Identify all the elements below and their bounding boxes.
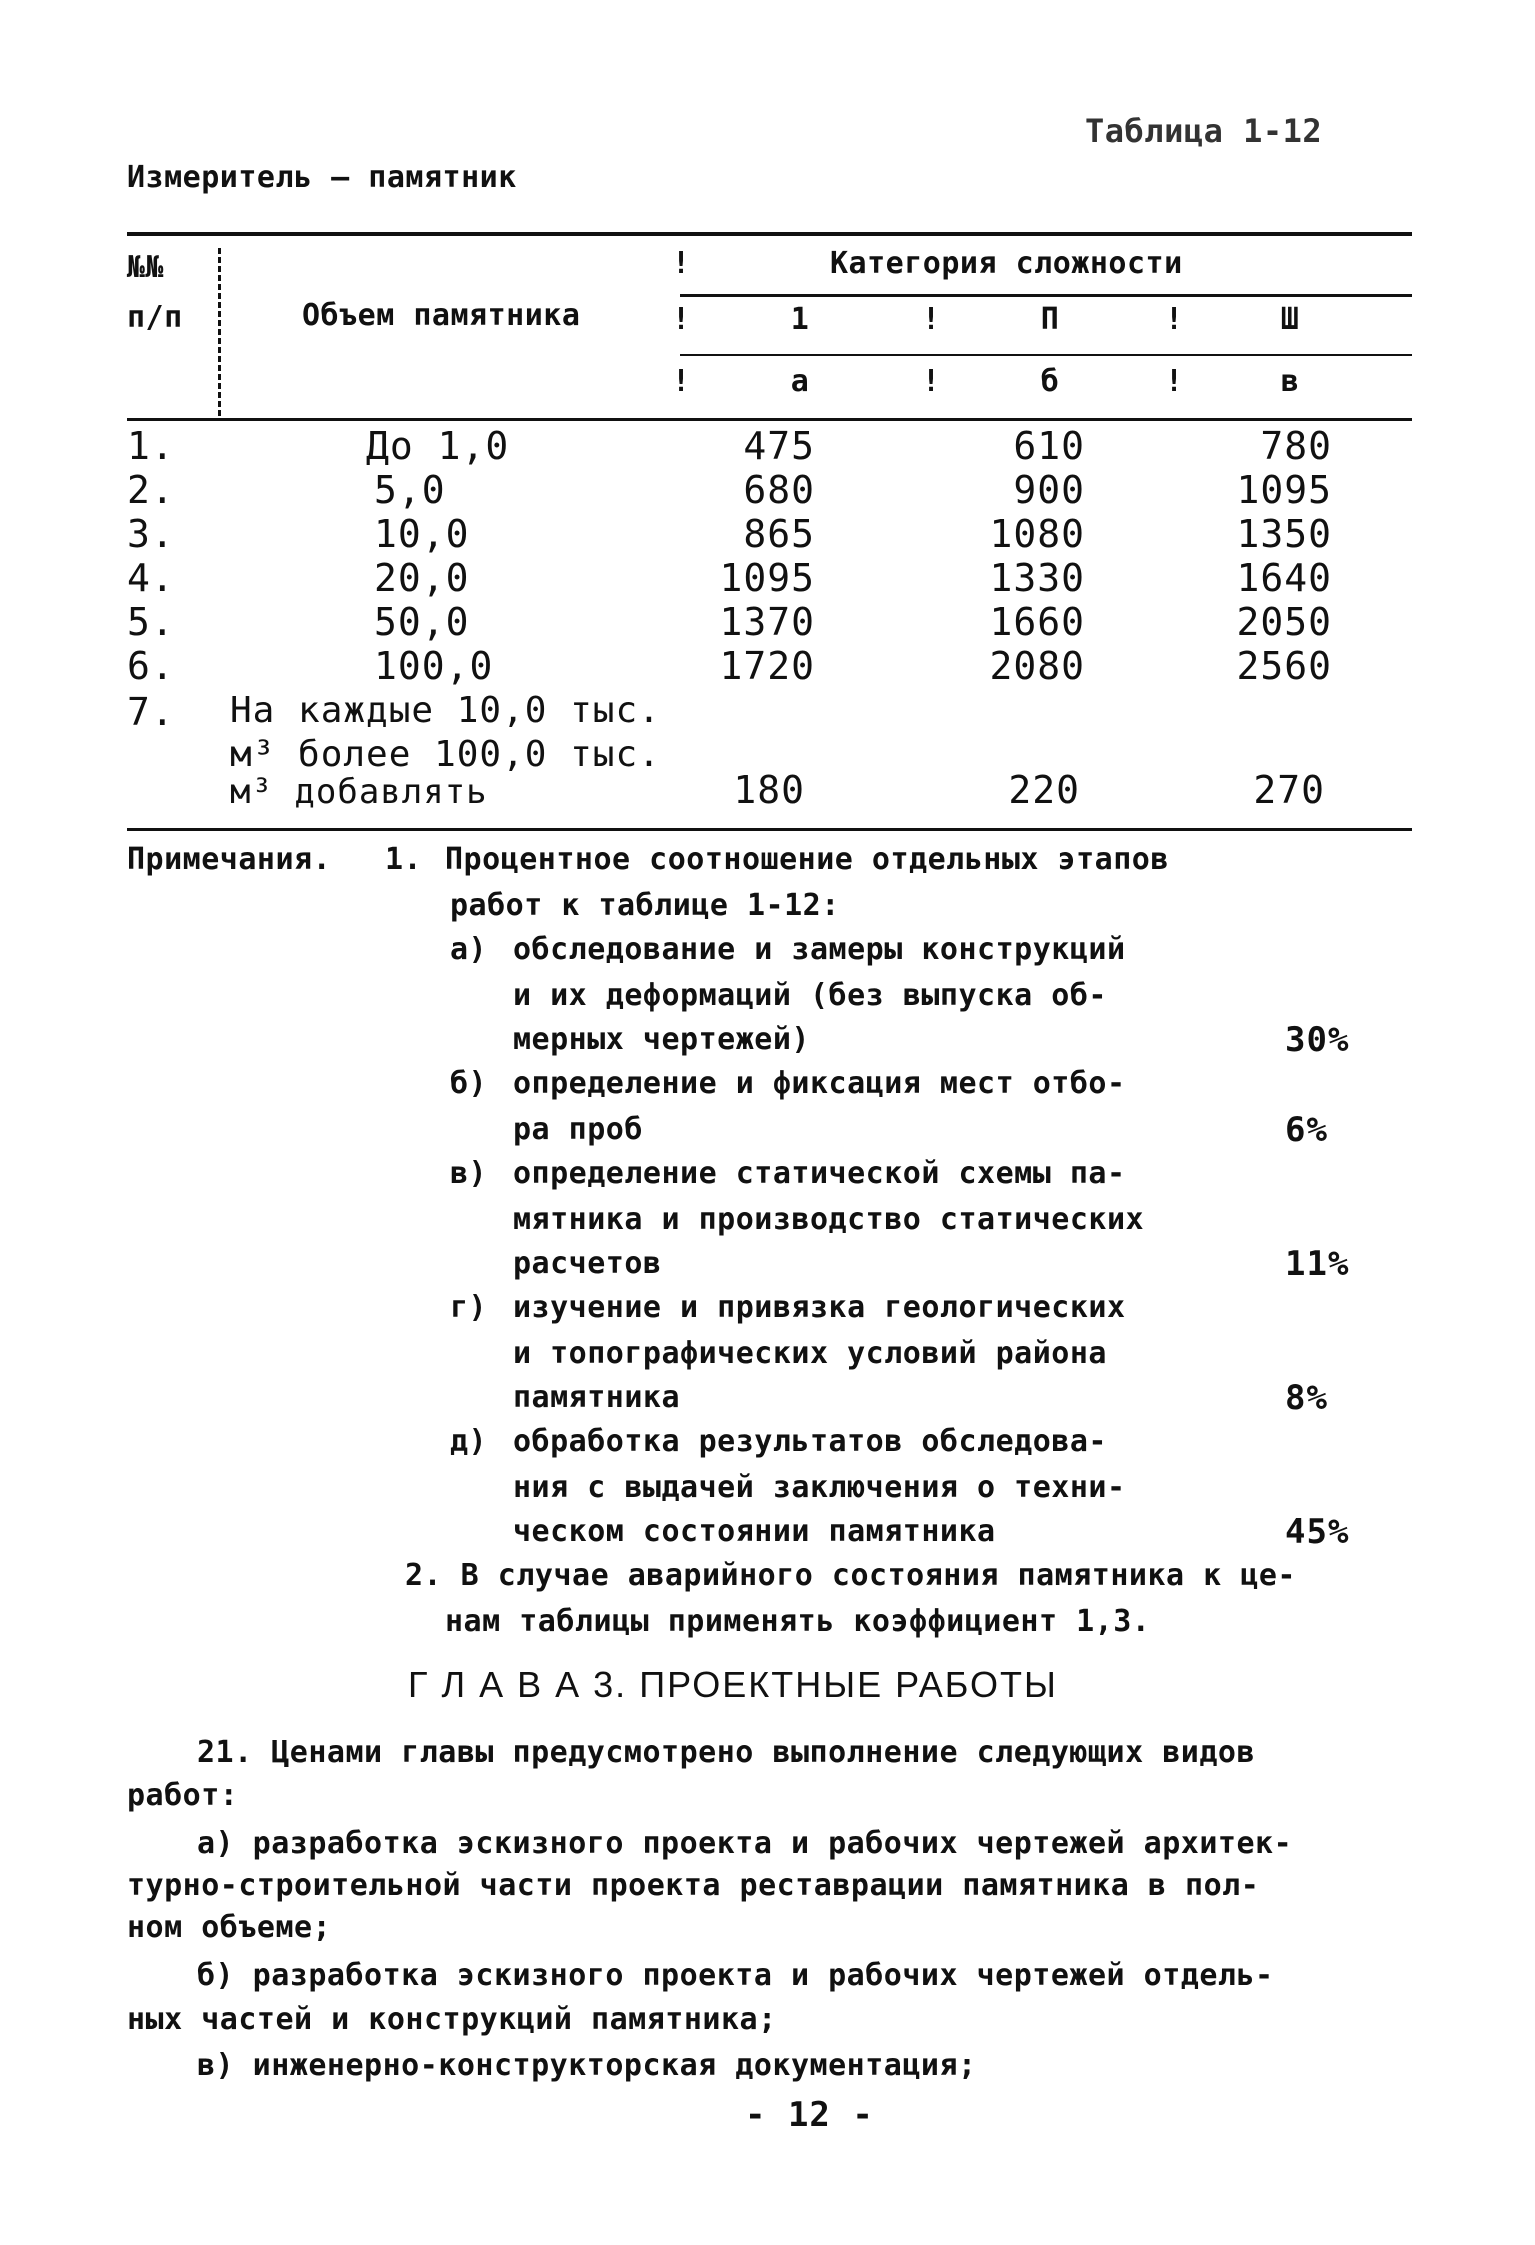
row-volume-line2: м³ более 100,0 тыс. [230,734,661,775]
row-volume: 10,0 [374,512,470,556]
header-separator: ! [1165,364,1184,399]
page-number: - 12 - [745,2095,874,2135]
row-number: 7. [127,690,175,734]
header-separator: ! [922,364,941,399]
note-item-line: обработка результатов обследова- [513,1424,1107,1459]
header-separator: ! [1165,302,1184,337]
header-divider-1 [218,248,221,416]
row-volume-line3: м³ добавлять [230,772,488,812]
cell-a: 680 [743,468,815,512]
header-separator: ! [922,302,941,337]
row-volume: 100,0 [374,644,494,688]
note-1-number: 1. [385,842,423,877]
row-volume-line1: На каждые 10,0 тыс. [230,690,661,731]
row-number: 1. [127,424,175,468]
note-item-percent: 30% [1285,1020,1350,1060]
row-volume: 50,0 [374,600,470,644]
table-header-rule-2 [680,354,1412,356]
cell-a: 1720 [719,644,815,688]
cell-c: 780 [1260,424,1332,468]
measure-unit: Измеритель – памятник [127,160,517,195]
category-roman-1: 1 [790,302,810,337]
note-item-line: изучение и привязка геологических [513,1290,1126,1325]
table-header-bottom-rule [127,418,1412,421]
header-separator: ! [672,364,691,399]
cell-c: 270 [1253,768,1325,812]
note-item-line: ра проб [513,1112,643,1147]
chapter-title: Г Л А В А 3. ПРОЕКТНЫЕ РАБОТЫ [408,1664,1058,1705]
row-volume: 5,0 [374,468,446,512]
table-number: Таблица 1-12 [1085,112,1323,150]
category-roman-2: П [1040,302,1060,337]
cell-b: 1080 [989,512,1085,556]
row-number: 3. [127,512,175,556]
row-number: 5. [127,600,175,644]
note-item-percent: 45% [1285,1512,1350,1552]
note-item-percent: 11% [1285,1244,1350,1284]
cell-c: 1095 [1236,468,1332,512]
note-item-line: ческом состоянии памятника [513,1514,996,1549]
col-num-header-1: №№ [127,250,165,285]
cell-c: 1640 [1236,556,1332,600]
cell-b: 900 [1013,468,1085,512]
note-2-line1: 2. В случае аварийного состояния памятника к це- [405,1558,1296,1593]
note-item-percent: 8% [1285,1378,1328,1418]
category-letter-a: а [790,364,810,399]
note-item-line: определение и фиксация мест отбо- [513,1066,1126,1101]
cell-a: 1095 [719,556,815,600]
paragraph-21-line1: 21. Ценами главы предусмотрено выполнение следующих видов [197,1735,1256,1770]
cell-b: 1330 [989,556,1085,600]
table-header-rule-1 [680,294,1412,297]
note-item-line: ния с выдачей заключения о техни- [513,1470,1126,1505]
cell-c: 2050 [1236,600,1332,644]
row-volume: До 1,0 [366,424,510,468]
notes-title: Примечания. [127,842,332,877]
paragraph-a-line1: а) разработка эскизного проекта и рабочих чертежей архитек- [197,1826,1293,1861]
table-top-rule [127,232,1412,236]
paragraph-b-line1: б) разработка эскизного проекта и рабочих чертежей отдель- [197,1958,1274,1993]
note-item-line: и их деформаций (без выпуска об- [513,978,1107,1013]
cell-b: 1660 [989,600,1085,644]
note-item-letter: г) [450,1290,488,1325]
cell-a: 180 [733,768,805,812]
note-1-line1: Процентное соотношение отдельных этапов [445,842,1169,877]
note-item-percent: 6% [1285,1110,1328,1150]
row-number: 2. [127,468,175,512]
category-roman-3: Ш [1280,302,1300,337]
col-num-header-2: п/п [127,300,183,335]
cell-a: 475 [743,424,815,468]
cell-c: 2560 [1236,644,1332,688]
header-separator: ! [672,302,691,337]
note-item-line: мятника и производство статических [513,1202,1145,1237]
row-number: 4. [127,556,175,600]
note-item-line: расчетов [513,1246,662,1281]
category-letter-c: в [1280,364,1300,399]
cell-b: 220 [1008,768,1080,812]
row-number: 6. [127,644,175,688]
note-item-line: обследование и замеры конструкций [513,932,1126,967]
cell-a: 1370 [719,600,815,644]
cell-b: 610 [1013,424,1085,468]
table-bottom-rule [127,828,1412,831]
note-item-line: памятника [513,1380,681,1415]
header-separator: ! [672,246,691,281]
paragraph-21-line2: работ: [127,1778,239,1813]
note-item-line: мерных чертежей) [513,1022,810,1057]
note-2-line2: нам таблицы применять коэффициент 1,3. [445,1604,1151,1639]
cell-a: 865 [743,512,815,556]
note-item-line: определение статической схемы па- [513,1156,1126,1191]
paragraph-c-line1: в) инженерно-конструкторская документация; [197,2048,977,2083]
note-item-letter: а) [450,932,488,967]
category-letter-b: б [1040,364,1060,399]
col-volume-header: Объем памятника [302,298,581,333]
paragraph-a-line2: турно-строительной части проекта реставрации памятника в пол- [127,1868,1260,1903]
cell-b: 2080 [989,644,1085,688]
paragraph-b-line2: ных частей и конструкций памятника; [127,2002,777,2037]
cell-c: 1350 [1236,512,1332,556]
note-1-line2: работ к таблице 1-12: [450,888,840,923]
note-item-letter: д) [450,1424,488,1459]
note-item-letter: б) [450,1066,488,1101]
note-item-line: и топографических условий района [513,1336,1107,1371]
row-volume: 20,0 [374,556,470,600]
note-item-letter: в) [450,1156,488,1191]
col-category-header: Категория сложности [830,246,1183,281]
paragraph-a-line3: ном объеме; [127,1910,332,1945]
